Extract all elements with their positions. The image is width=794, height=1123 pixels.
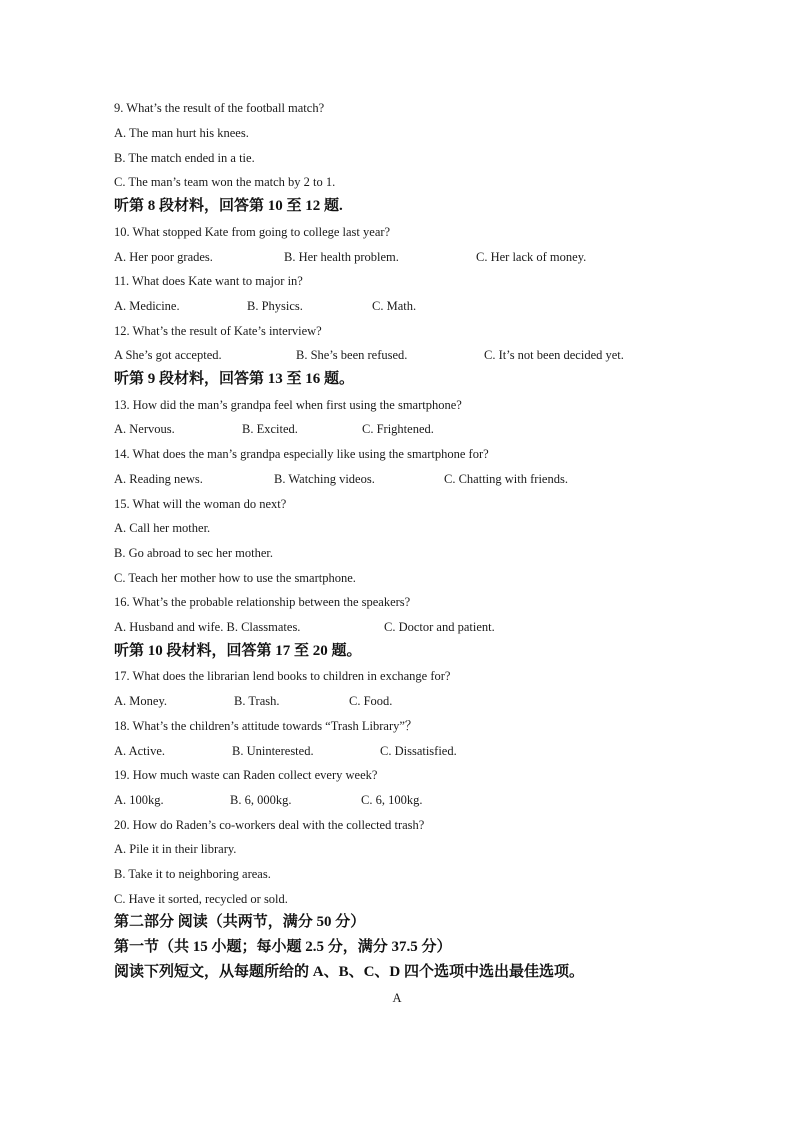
q16-option-a-b: A. Husband and wife. B. Classmates. (114, 620, 301, 634)
section-1-heading: 第一节（共 15 小题；每小题 2.5 分，满分 37.5 分） (114, 939, 452, 955)
question-10: 10. What stopped Kate from going to college last year? (114, 225, 391, 239)
question-20: 20. How do Raden’s co-workers deal with the collected trash? (114, 818, 425, 832)
q11-option-a: A. Medicine. (114, 299, 180, 313)
question-13: 13. How did the man’s grandpa feel when first using the smartphone? (114, 398, 462, 412)
q17-option-c: C. Food. (349, 694, 393, 708)
q18-option-a: A. Active. (114, 744, 166, 758)
question-15: 15. What will the woman do next? (114, 497, 287, 511)
q9-option-c: C. The man’s team won the match by 2 to 1. (114, 175, 336, 189)
q12-option-b: B. She’s been refused. (296, 348, 408, 362)
q11-option-b: B. Physics. (247, 299, 303, 313)
question-16: 16. What’s the probable relationship between the speakers? (114, 595, 411, 609)
question-19: 19. How much waste can Raden collect every week? (114, 768, 378, 782)
section-10-heading: 听第 10 段材料，回答第 17 至 20 题。 (114, 643, 362, 659)
question-18: 18. What’s the children’s attitude towards “Trash Library”？ (114, 719, 418, 733)
q13-option-b: B. Excited. (242, 422, 298, 436)
q15-option-c: C. Teach her mother how to use the smartphone. (114, 571, 356, 585)
q20-option-c: C. Have it sorted, recycled or sold. (114, 892, 288, 906)
q10-option-c: C. Her lack of money. (476, 250, 587, 264)
q14-option-a: A. Reading news. (114, 472, 203, 486)
q15-option-b: B. Go abroad to sec her mother. (114, 546, 273, 560)
q18-option-b: B. Uninterested. (232, 744, 314, 758)
q17-option-b: B. Trash. (234, 694, 280, 708)
q16-option-c: C. Doctor and patient. (384, 620, 495, 634)
q9-option-a: A. The man hurt his knees. (114, 126, 249, 140)
question-11: 11. What does Kate want to major in? (114, 274, 303, 288)
instruction-heading: 阅读下列短文，从每题所给的 A、B、C、D 四个选项中选出最佳选项。 (114, 964, 585, 980)
section-9-heading: 听第 9 段材料，回答第 13 至 16 题。 (114, 371, 355, 387)
question-9: 9. What’s the result of the football match? (114, 101, 325, 115)
q20-option-b: B. Take it to neighboring areas. (114, 867, 271, 881)
q11-option-c: C. Math. (372, 299, 417, 313)
q10-option-b: B. Her health problem. (284, 250, 399, 264)
q15-option-a: A. Call her mother. (114, 521, 211, 535)
q19-option-c: C. 6, 100kg. (361, 793, 423, 807)
question-17: 17. What does the librarian lend books to children in exchange for? (114, 669, 451, 683)
q12-option-a: A She’s got accepted. (114, 348, 222, 362)
q12-option-c: C. It’s not been decided yet. (484, 348, 624, 362)
q13-option-c: C. Frightened. (362, 422, 434, 436)
q19-option-b: B. 6, 000kg. (230, 793, 292, 807)
q14-option-b: B. Watching videos. (274, 472, 375, 486)
q19-option-a: A. 100kg. (114, 793, 164, 807)
q14-option-c: C. Chatting with friends. (444, 472, 568, 486)
q10-option-a: A. Her poor grades. (114, 250, 213, 264)
q13-option-a: A. Nervous. (114, 422, 175, 436)
q20-option-a: A. Pile it in their library. (114, 842, 237, 856)
q17-option-a: A. Money. (114, 694, 168, 708)
section-8-heading: 听第 8 段材料，回答第 10 至 12 题. (114, 198, 343, 214)
question-14: 14. What does the man’s grandpa especially like using the smartphone for? (114, 447, 489, 461)
question-12: 12. What’s the result of Kate’s interview? (114, 324, 322, 338)
q18-option-c: C. Dissatisfied. (380, 744, 457, 758)
q9-option-b: B. The match ended in a tie. (114, 151, 255, 165)
part-2-heading: 第二部分 阅读（共两节，满分 50 分） (114, 914, 366, 930)
passage-label: A (392, 991, 402, 1005)
